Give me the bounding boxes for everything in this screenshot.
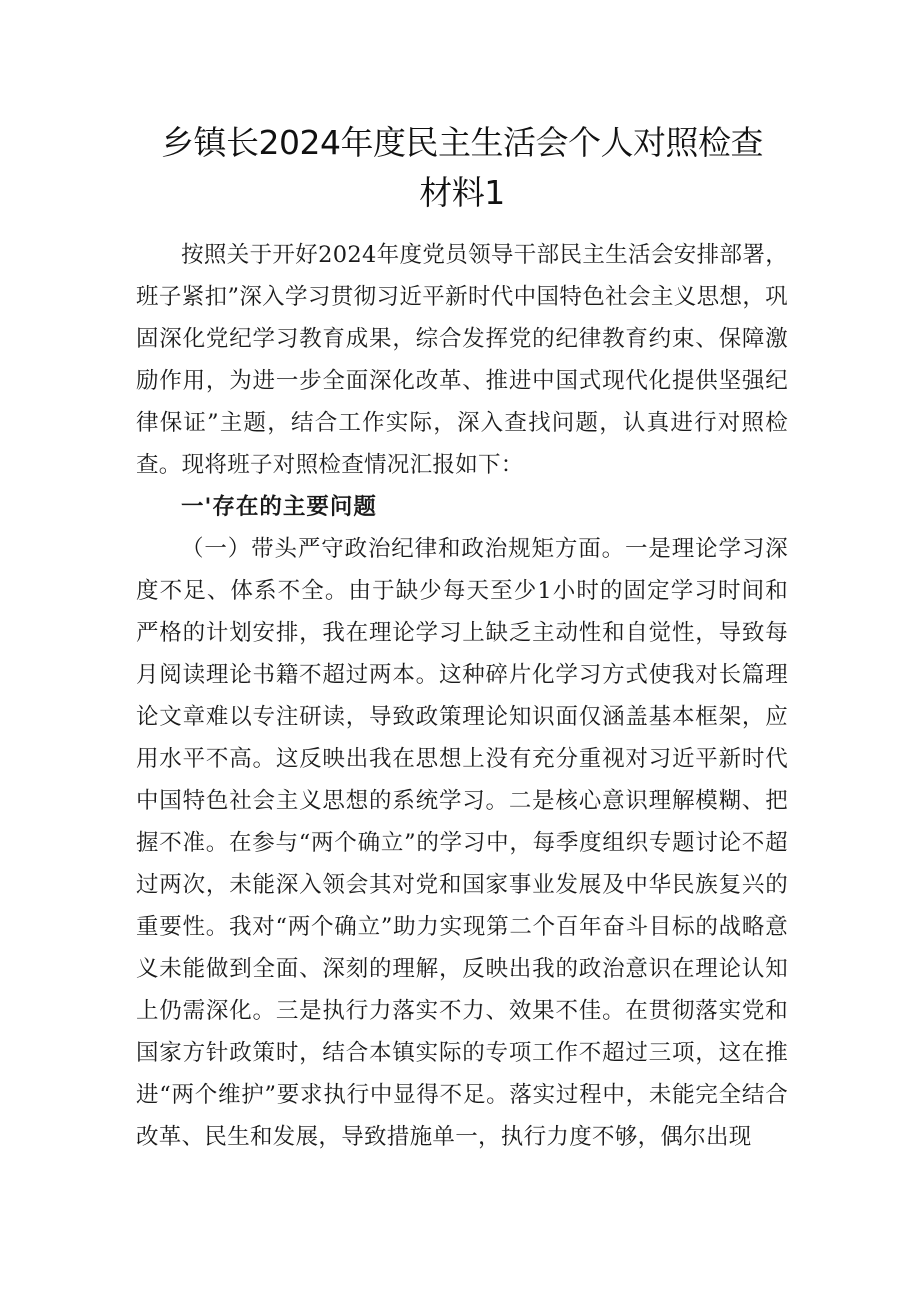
title-line-2: 材料1: [419, 173, 505, 212]
section-heading: 一'存在的主要问题: [181, 494, 377, 520]
title-line-1: 乡镇长2024年度民主生活会个人对照检查: [161, 123, 763, 162]
intro-paragraph: 按照关于开好2024年度党员领导干部民主生活会安排部署，班子紧扣”深入学习贯彻习近平新时代中国特色社会主义思想，巩固深化党纪学习教育成果，综合发挥党的纪律教育约束、保障激励作用，为进一步全面深化改革、推进中国式现代化提供坚强纪律保证”主题，结合工作实际，深入查找问题，认真进行对照检查。现将班子对照检查情况汇报如下：: [136, 242, 788, 478]
body-paragraph: （一）带头严守政治纪律和政治规矩方面。一是理论学习深度不足、体系不全。由于缺少每天至少1小时的固定学习时间和严格的计划安排，我在理论学习上缺乏主动性和自觉性，导致每月阅读理论书籍不超过两本。这种碎片化学习方式使我对长篇理论文章难以专注研读，导致政策理论知识面仅涵盖基本框架，应用水平不高。这反映出我在思想上没有充分重视对习近平新时代中国特色社会主义思想的系统学习。二是核心意识理解模糊、把握不准。在参与“两个确立”的学习中，每季度组织专题讨论不超过两次，未能深入领会其对党和国家事业发展及中华民族复兴的重要性。我对“两个确立”助力实现第二个百年奋斗目标的战略意义未能做到全面、深刻的理解，反映出我的政治意识在理论认知上仍需深化。三是执行力落实不力、效果不佳。在贯彻落实党和国家方针政策时，结合本镇实际的专项工作不超过三项，这在推进“两个维护”要求执行中显得不足。落实过程中，未能完全结合改革、民生和发展，导致措施单一，执行力度不够，偶尔出现: [136, 536, 788, 1150]
document-title: [136, 118, 788, 218]
document-body: [136, 234, 788, 1158]
